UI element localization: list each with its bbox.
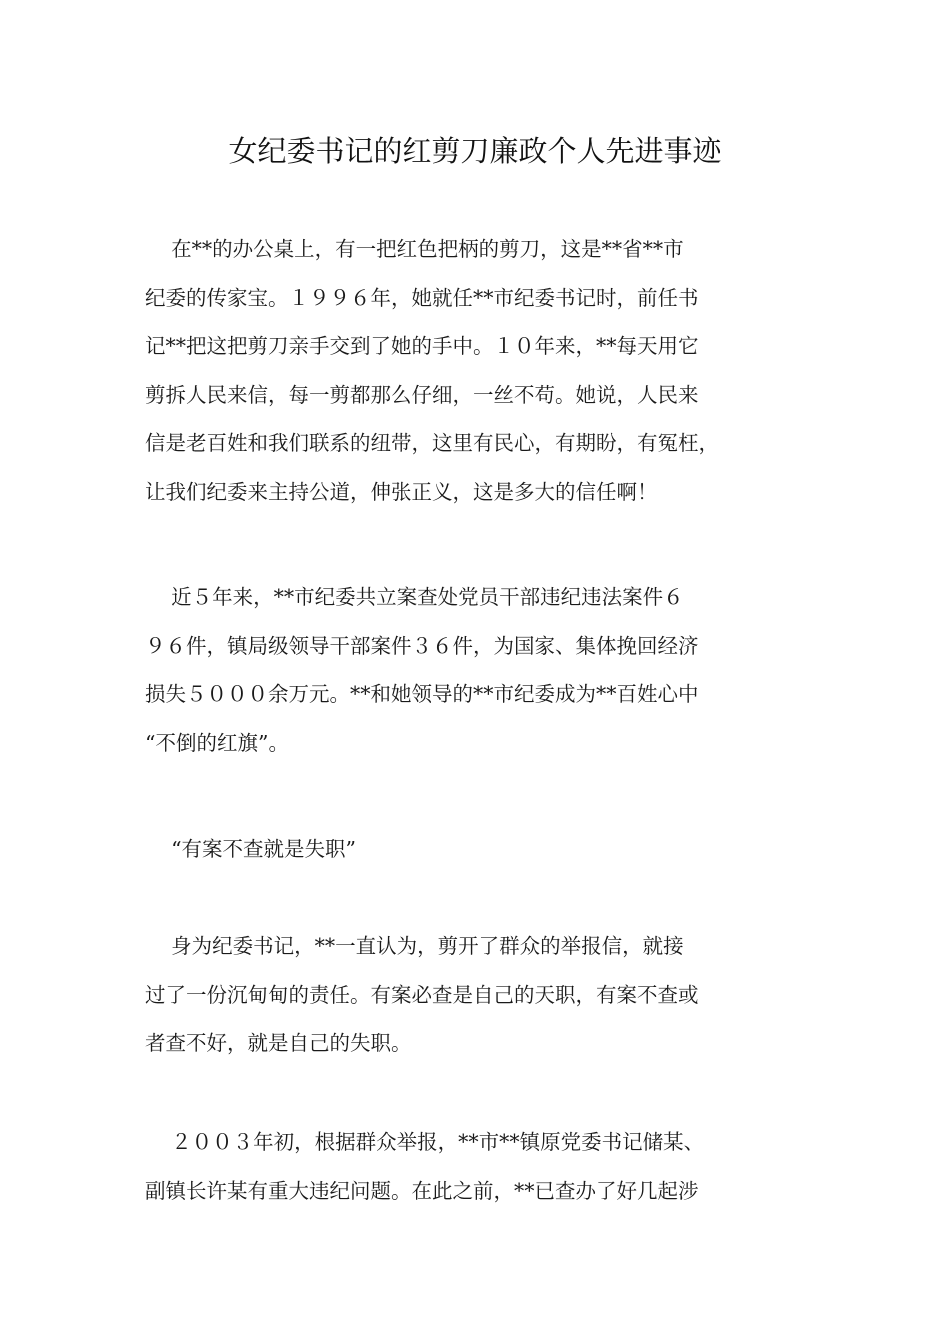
text-line: 过了一份沉甸甸的责任。有案必查是自己的天职，有案不查或 — [145, 982, 699, 1007]
paragraph-scissors — [145, 225, 815, 516]
section-heading — [145, 825, 815, 874]
text-line: 在**的办公桌上，有一把红色把柄的剪刀，这是**省**市 — [145, 237, 684, 261]
text-line: “不倒的红旗”。 — [145, 730, 289, 755]
paragraph-duty — [145, 922, 815, 1068]
text-line: 副镇长许某有重大违纪问题。在此之前，**已查办了好几起涉 — [145, 1178, 699, 1203]
text-line: ９６件，镇局级领导干部案件３６件，为国家、集体挽回经济 — [145, 633, 699, 658]
paragraph-statistics — [145, 573, 815, 767]
text-line: 损失５０００余万元。**和她领导的**市纪委成为**百姓心中 — [145, 682, 699, 706]
text-line: 记**把这把剪刀亲手交到了她的手中。１０年来，**每天用它 — [145, 334, 699, 358]
document-title: 女纪委书记的红剪刀廉政个人先进事迹 — [228, 134, 722, 168]
paragraph-case-2003 — [145, 1118, 815, 1215]
text-line: 信是老百姓和我们联系的纽带，这里有民心，有期盼，有冤枉， — [145, 431, 719, 455]
text-line: 让我们纪委来主持公道，伸张正义，这是多大的信任啊！ — [145, 479, 658, 504]
text-line: ２００３年初，根据群众举报，**市**镇原党委书记储某、 — [145, 1130, 705, 1154]
text-line: 纪委的传家宝。１９９６年，她就任**市纪委书记时，前任书 — [145, 285, 699, 310]
text-line: 剪拆人民来信，每一剪都那么仔细，一丝不苟。她说，人民来 — [145, 382, 699, 407]
text-line: 身为纪委书记，**一直认为，剪开了群众的举报信，就接 — [145, 934, 684, 958]
text-line: 者查不好，就是自己的失职。 — [145, 1031, 412, 1055]
text-line: 近５年来，**市纪委共立案查处党员干部违纪违法案件６ — [145, 585, 684, 609]
text-line: “有案不查就是失职” — [145, 837, 357, 861]
